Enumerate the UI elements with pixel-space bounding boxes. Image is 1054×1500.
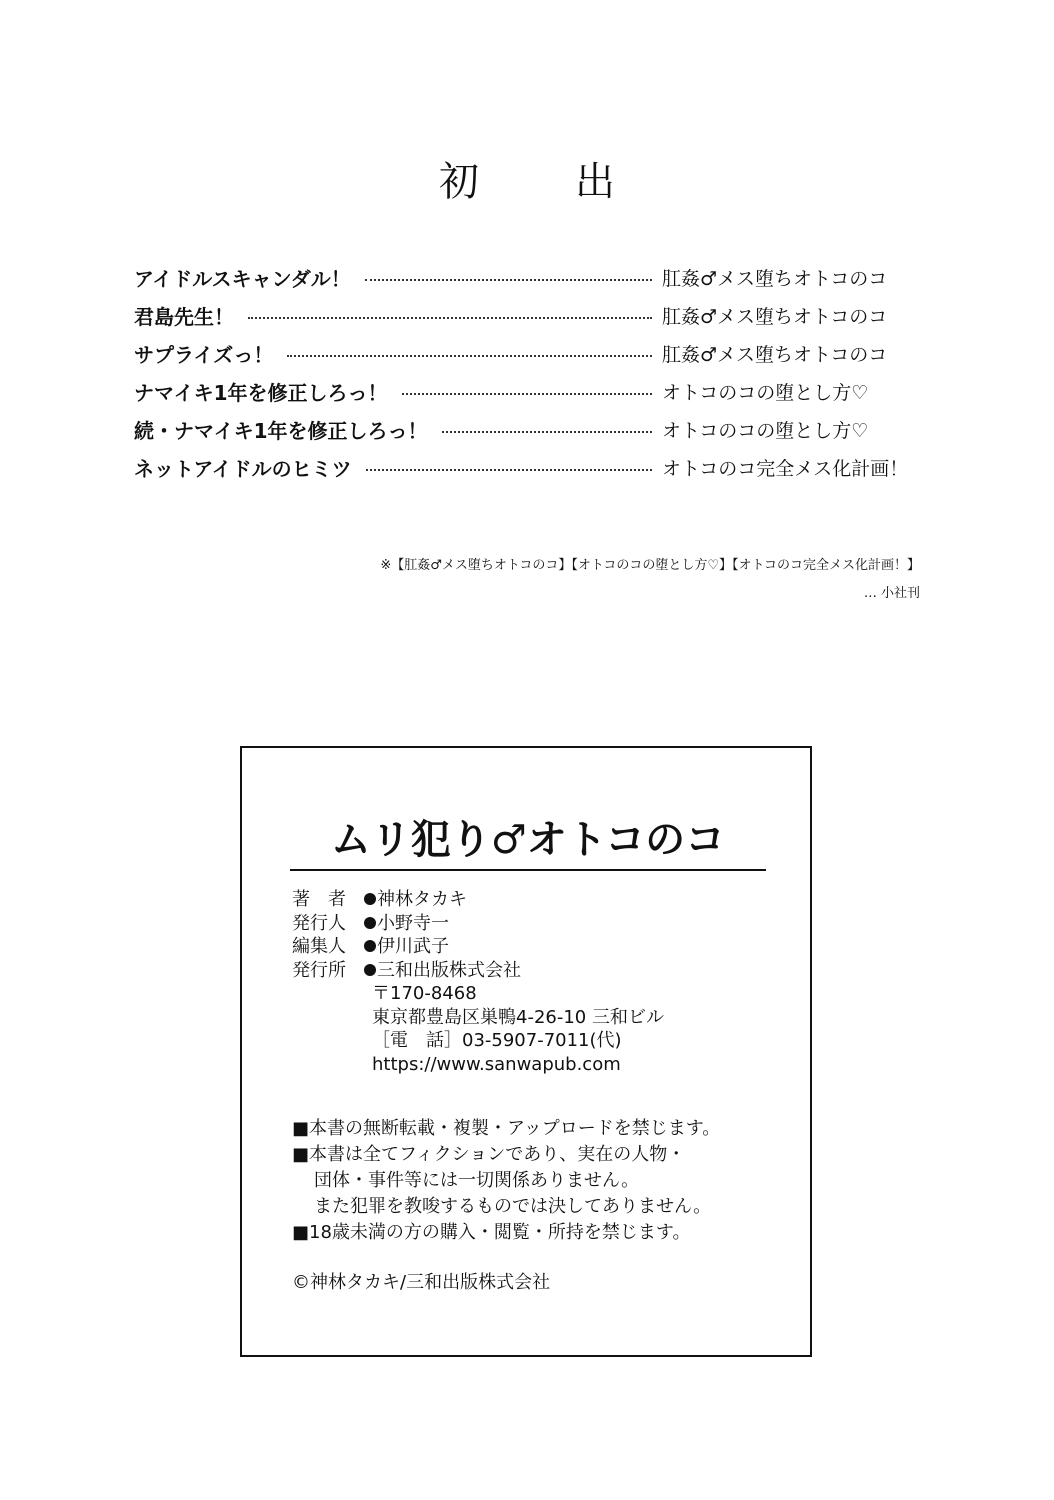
credit-publisher — [292, 959, 782, 983]
credit-publisher-person — [292, 912, 782, 936]
postal-code: 〒170-8468 — [372, 983, 477, 1004]
source-title: 肛姦♂メス堕ちオトコのコ — [662, 343, 888, 366]
website-url: https://www.sanwapub.com — [372, 1053, 621, 1075]
leader-dots — [287, 355, 652, 357]
source-title: オトコのコの堕とし方♡ — [662, 381, 869, 404]
bullet-icon — [364, 893, 376, 905]
publisher-note — [200, 552, 920, 608]
story-title: ナマイキ1年を修正しろっ！ — [134, 380, 388, 405]
credit-label: 発行所 — [292, 959, 346, 981]
credits-block — [292, 888, 782, 1076]
notice-line: ■18歳未満の方の購入・閲覧・所持を禁じます。 — [292, 1222, 691, 1243]
leader-dots — [365, 279, 652, 281]
leader-dots — [442, 431, 652, 433]
source-title: オトコのコの堕とし方♡ — [662, 419, 869, 442]
story-title: アイドルスキャンダル！ — [134, 266, 351, 291]
list-item — [134, 410, 924, 448]
notice-line: ■本書は全てフィクションであり、実在の人物・ — [292, 1144, 686, 1165]
leader-dots — [366, 469, 652, 471]
list-item — [134, 372, 924, 410]
story-title: サプライズっ！ — [134, 342, 274, 367]
notice-line: ■本書の無断転載・複製・アップロードを禁じます。 — [292, 1118, 721, 1139]
list-item — [134, 258, 924, 296]
book-title: ムリ犯り♂オトコのコ — [330, 817, 726, 863]
list-item — [134, 296, 924, 334]
note-line: ※【肛姦♂メス堕ちオトコのコ】【オトコのコの堕とし方♡】【オトコのコ完全メス化計画！】 — [380, 558, 920, 573]
source-title: 肛姦♂メス堕ちオトコのコ — [662, 267, 888, 290]
leader-dots — [402, 393, 652, 395]
credit-value: 伊川武子 — [377, 936, 449, 957]
notices-block — [292, 1116, 792, 1246]
title-divider — [290, 869, 766, 871]
first-appearance-list — [134, 258, 924, 486]
story-title: ネットアイドルのヒミツ — [134, 456, 352, 481]
page-heading: 初 出 — [439, 159, 643, 205]
bullet-icon — [364, 917, 376, 929]
colophon-box — [240, 746, 812, 1357]
credit-author — [292, 888, 782, 912]
source-title: オトコのコ完全メス化計画！ — [662, 457, 909, 480]
credit-editor — [292, 935, 782, 959]
copyright: ©神林タカキ/三和出版株式会社 — [292, 1272, 551, 1293]
address: 東京都豊島区巣鴨4-26-10 三和ビル — [372, 1006, 664, 1028]
credit-label: 著 者 — [292, 889, 346, 910]
bullet-icon — [364, 964, 376, 976]
notice-line: 団体・事件等には一切関係ありません。 — [314, 1170, 640, 1191]
note-line: … 小社刊 — [863, 586, 920, 601]
credit-value: 三和出版株式会社 — [377, 959, 521, 981]
list-item — [134, 334, 924, 372]
notice-line: また犯罪を教唆するものでは決してありません。 — [314, 1196, 712, 1217]
credit-value: 神林タカキ — [377, 889, 467, 910]
credit-label: 編集人 — [292, 936, 346, 957]
credit-value: 小野寺一 — [377, 912, 449, 934]
list-item — [134, 448, 924, 486]
source-title: 肛姦♂メス堕ちオトコのコ — [662, 305, 888, 328]
phone: ［電 話］03-5907-7011(代) — [372, 1030, 622, 1051]
leader-dots — [248, 317, 652, 319]
bullet-icon — [364, 940, 376, 952]
story-title: 続・ナマイキ1年を修正しろっ！ — [134, 418, 428, 443]
story-title: 君島先生！ — [134, 304, 234, 329]
credit-label: 発行人 — [292, 912, 346, 934]
